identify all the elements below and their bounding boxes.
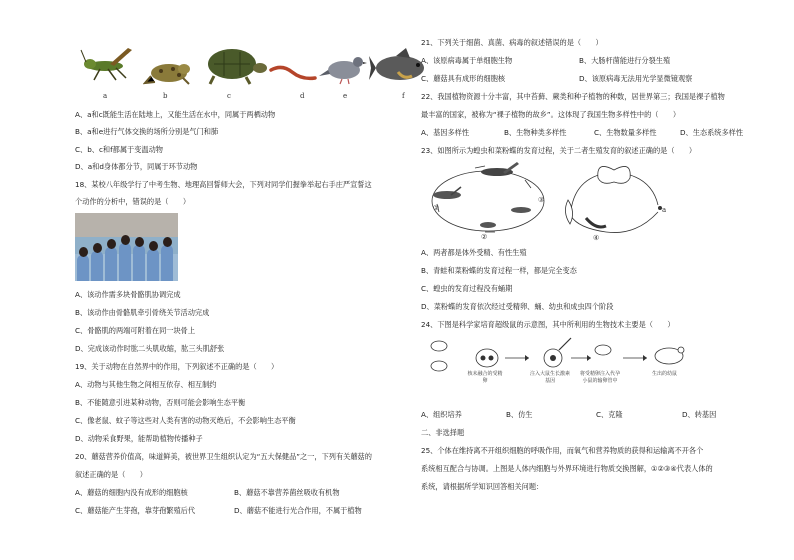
q24-option-b: B、仿生: [506, 410, 533, 419]
animal-label-b: b: [163, 92, 168, 100]
q18-stem-line2: 个动作的分析中，错误的是（ ）: [75, 197, 191, 206]
q20-stem-line1: 20、蘑菇营养价值高，味道鲜美，被世界卫生组织认定为“五大保健品”之一，下列有关蘑菇的: [75, 452, 372, 461]
earthworm-image: [268, 62, 318, 84]
q19-option-d: D、动物采食野果，能帮助植物传播种子: [75, 434, 203, 443]
q22-option-a: A、基因多样性: [421, 128, 470, 137]
animal-label-f: f: [402, 92, 405, 100]
q18-option-d: D、完成该动作时肱二头肌收缩，肱三头肌舒张: [75, 344, 225, 353]
q18-stem-line1: 18、某校八年级学行了中考生物、地理高回誓师大会，下列对同学们握拳举起右手庄严宣誓这: [75, 180, 372, 189]
q20-option-a: A、蘑菇的细胞内没有成形的细胞核: [75, 488, 188, 497]
frog-image: [143, 56, 193, 86]
q21-option-b: B、大肠杆菌能进行分裂生殖: [579, 56, 671, 65]
grasshopper-image: [80, 42, 135, 84]
q24-stem: 24、下图是科学家培育超级鼠的示意图，其中所利用的生物技术主要是（ ）: [421, 320, 675, 329]
q20-stem-line2: 叙述正确的是（ ）: [75, 470, 147, 479]
q24-option-d: D、转基因: [682, 410, 717, 419]
q21-option-a: A、该原病毒属于单细胞生物: [421, 56, 513, 65]
q19-stem: 19、关于动物在自然界中的作用，下列叙述不正确的是（ ）: [75, 362, 279, 371]
q23-stem: 23、如图所示为蝗虫和菜粉蝶的发育过程，关于二者生殖发育的叙述正确的是（ ）: [421, 146, 697, 155]
q23-option-b: B、青蛙和菜粉蝶的发育过程一样，都是完全变态: [421, 266, 577, 275]
pigeon-image: [318, 52, 368, 86]
animal-label-c: c: [227, 92, 231, 100]
q25-line1: 25、个体在维持离不开组织细胞的呼吸作用，而氧气和营养物质的获得和运输离不开各个: [421, 446, 704, 455]
q20-option-b: B、蘑菇不靠营养菌丝吸收有机物: [234, 488, 340, 497]
q23-option-c: C、蝗虫的发育过程没有蛹期: [421, 284, 513, 293]
diagram-mark-4: ④: [593, 234, 600, 242]
q23-option-d: D、菜粉蝶的发育依次经过受精卵、蛹、幼虫和成虫四个阶段: [421, 302, 614, 311]
section-2-heading: 二、非选择题: [421, 428, 465, 437]
q23-option-a: A、两者都是体外受精、有性生殖: [421, 248, 527, 257]
q24-option-c: C、克隆: [596, 410, 623, 419]
q24-label-3: 将受精卵注入代孕小鼠的输卵管中: [580, 371, 621, 384]
q21-option-d: D、该原病毒无法用光学显微镜观察: [579, 74, 693, 83]
grasshopper-lifecycle-diagram: [425, 160, 550, 242]
q25-line2: 系统相互配合与协调。上图是人体内细胞与外界环境进行物质交换图解，①②③④代表人体的: [421, 464, 713, 473]
q21-stem: 21、下列关于细菌、真菌、病毒的叙述错误的是（ ）: [421, 38, 603, 47]
animal-label-d: d: [300, 92, 305, 100]
q24-label-2: 注入大鼠生长激素基因: [530, 371, 571, 384]
diagram-mark-1: ①: [433, 204, 440, 212]
q18-option-b: B、该动作由骨骼肌牵引骨绕关节活动完成: [75, 308, 210, 317]
q24-label-4: 生出的幼鼠: [652, 371, 678, 377]
q22-stem-line2: 最丰富的国家，被称为“裸子植物的故乡”。这体现了我国生物多样性中的（ ）: [421, 110, 681, 119]
butterfly-lifecycle-diagram: [556, 160, 674, 242]
q22-option-c: C、生物数量多样性: [594, 128, 657, 137]
q19-option-c: C、像老鼠、蚊子等这些对人类有害的动物灭绝后，不会影响生态平衡: [75, 416, 296, 425]
q22-option-d: D、生态系统多样性: [680, 128, 744, 137]
diagram-mark-3: ③: [538, 196, 545, 204]
q20-option-d: D、蘑菇不能进行光合作用，不属于植物: [234, 506, 362, 515]
animal-label-a: a: [103, 92, 108, 100]
students-oath-photo: [75, 213, 178, 281]
q17-option-c: C、b、c和f都属于变温动物: [75, 145, 163, 154]
q19-option-a: A、动物与其他生物之间相互依存、相互制约: [75, 380, 217, 389]
q17-option-d: D、a和d身体都分节，同属于环节动物: [75, 162, 198, 171]
q18-option-a: A、该动作需多块骨骼肌协调完成: [75, 290, 181, 299]
turtle-image: [200, 44, 268, 86]
q21-option-c: C、蘑菇具有成形的细胞核: [421, 74, 506, 83]
q22-option-b: B、生物种类多样性: [504, 128, 567, 137]
super-mouse-diagram: [425, 336, 697, 402]
diagram-mark-a: a: [662, 206, 667, 214]
q24-option-a: A、组织培养: [421, 410, 462, 419]
animal-label-e: e: [343, 92, 348, 100]
q24-label-1: 核未融合的受精卵: [467, 371, 503, 384]
q17-option-b: B、a和e进行气体交换的场所分别是气门和肺: [75, 127, 219, 136]
q25-line3: 系统，请根据所学知识回答相关问题：: [421, 482, 544, 491]
q20-option-c: C、蘑菇能产生芽孢，靠芽孢繁殖后代: [75, 506, 196, 515]
q22-stem-line1: 22、我国植物资源十分丰富，其中苔藓、蕨类和种子植物的种数，居世界第三；我国是裸子植物: [421, 92, 725, 101]
q18-option-c: C、骨骼肌的两端可附着在同一块骨上: [75, 326, 196, 335]
q17-option-a: A、a和c既能生活在陆地上，又能生活在水中，同属于两栖动物: [75, 110, 276, 119]
diagram-mark-2: ②: [481, 233, 488, 241]
q19-option-b: B、不能随意引进某种动物，否则可能会影响生态平衡: [75, 398, 246, 407]
